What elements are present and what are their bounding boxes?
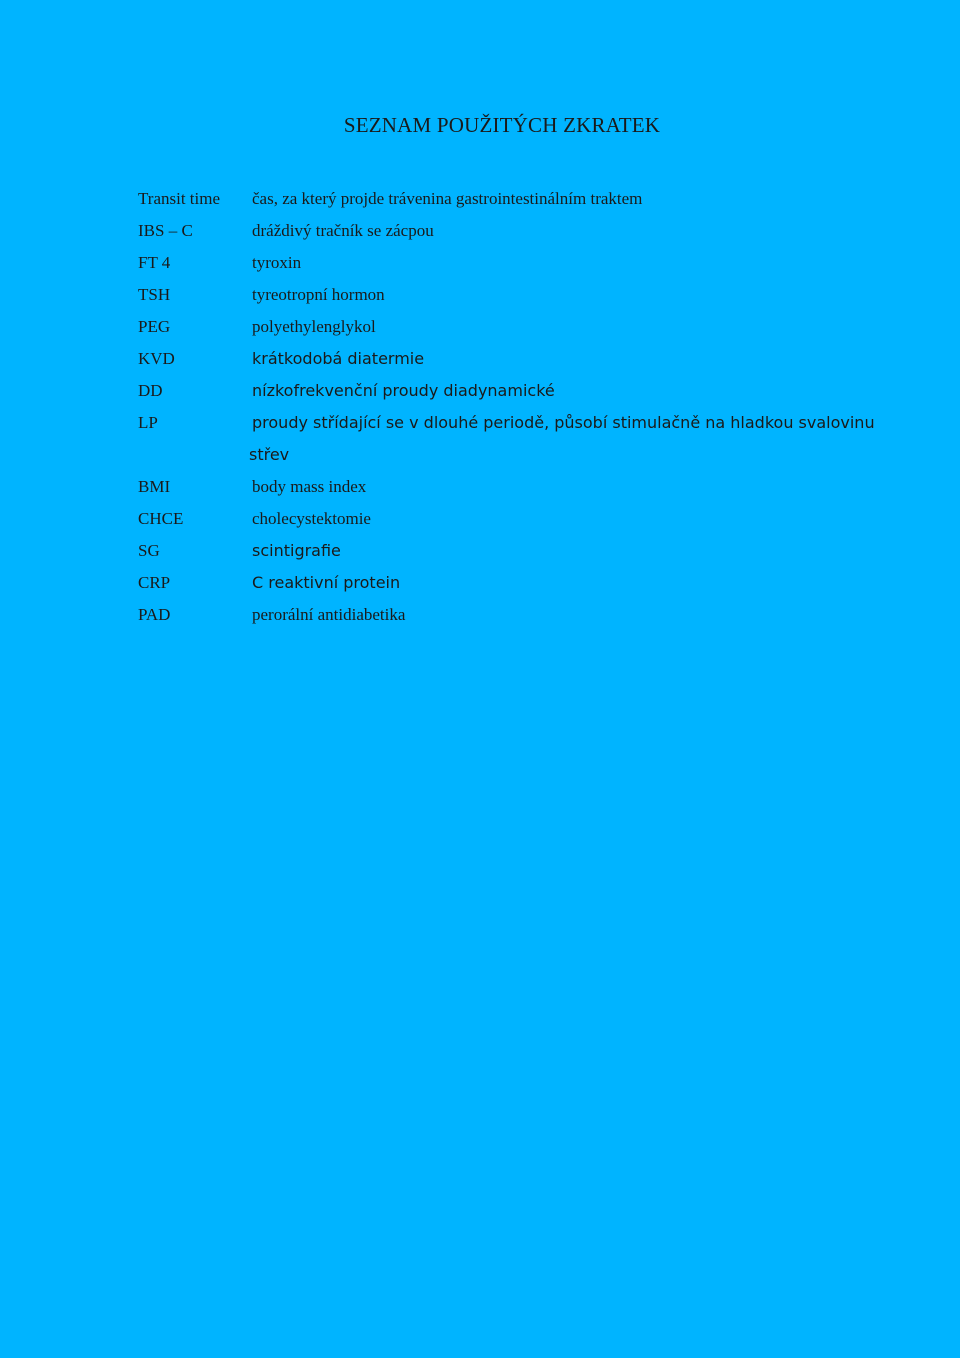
list-item bbox=[138, 411, 918, 475]
list-item bbox=[138, 507, 918, 539]
abbreviation: IBS – C bbox=[138, 221, 193, 240]
page-title: SEZNAM POUŽITÝCH ZKRATEK bbox=[343, 113, 661, 137]
list-item bbox=[138, 571, 918, 603]
abbreviation-description: body mass index bbox=[252, 477, 367, 496]
list-item bbox=[138, 315, 918, 347]
abbreviation-description: polyethylenglykol bbox=[252, 317, 376, 336]
list-item bbox=[138, 347, 918, 379]
abbreviation-description: krátkodobá diatermie bbox=[252, 349, 425, 368]
list-item bbox=[138, 379, 918, 411]
abbreviation: CRP bbox=[138, 573, 171, 592]
abbreviation: KVD bbox=[138, 349, 175, 368]
abbreviation-description: nízkofrekvenční proudy diadynamické bbox=[252, 381, 555, 400]
abbreviation: BMI bbox=[138, 477, 171, 496]
list-item bbox=[138, 251, 918, 283]
list-item bbox=[138, 187, 918, 219]
abbreviation-description: C reaktivní protein bbox=[252, 573, 401, 592]
description-line: proudy střídající se v dlouhé periodě, působí stimulačně na hladkou svalovinu bbox=[252, 413, 875, 432]
abbreviation: PAD bbox=[138, 605, 171, 624]
abbreviation: FT 4 bbox=[138, 253, 171, 272]
list-item bbox=[138, 603, 918, 635]
abbreviation: SG bbox=[138, 541, 160, 560]
abbreviation-description bbox=[249, 411, 875, 467]
list-item bbox=[138, 219, 918, 251]
abbreviation-description: cholecystektomie bbox=[252, 509, 371, 528]
abbreviation-description: dráždivý tračník se zácpou bbox=[252, 221, 434, 240]
list-item bbox=[138, 475, 918, 507]
abbreviation: CHCE bbox=[138, 509, 184, 528]
abbreviation: TSH bbox=[138, 285, 171, 304]
abbreviation-description: perorální antidiabetika bbox=[252, 605, 406, 624]
abbreviation: DD bbox=[138, 381, 163, 400]
abbreviation: LP bbox=[138, 413, 158, 432]
description-continuation: střev bbox=[249, 445, 290, 464]
abbreviation-description: tyreotropní hormon bbox=[252, 285, 385, 304]
abbreviation: Transit time bbox=[138, 189, 221, 208]
abbreviation-list bbox=[138, 187, 918, 635]
abbreviation-description: čas, za který projde trávenina gastrointestinálním traktem bbox=[252, 189, 643, 208]
list-item bbox=[138, 539, 918, 571]
abbreviation: PEG bbox=[138, 317, 171, 336]
abbreviation-description: tyroxin bbox=[252, 253, 302, 272]
abbreviation-description: scintigrafie bbox=[252, 541, 341, 560]
list-item bbox=[138, 283, 918, 315]
